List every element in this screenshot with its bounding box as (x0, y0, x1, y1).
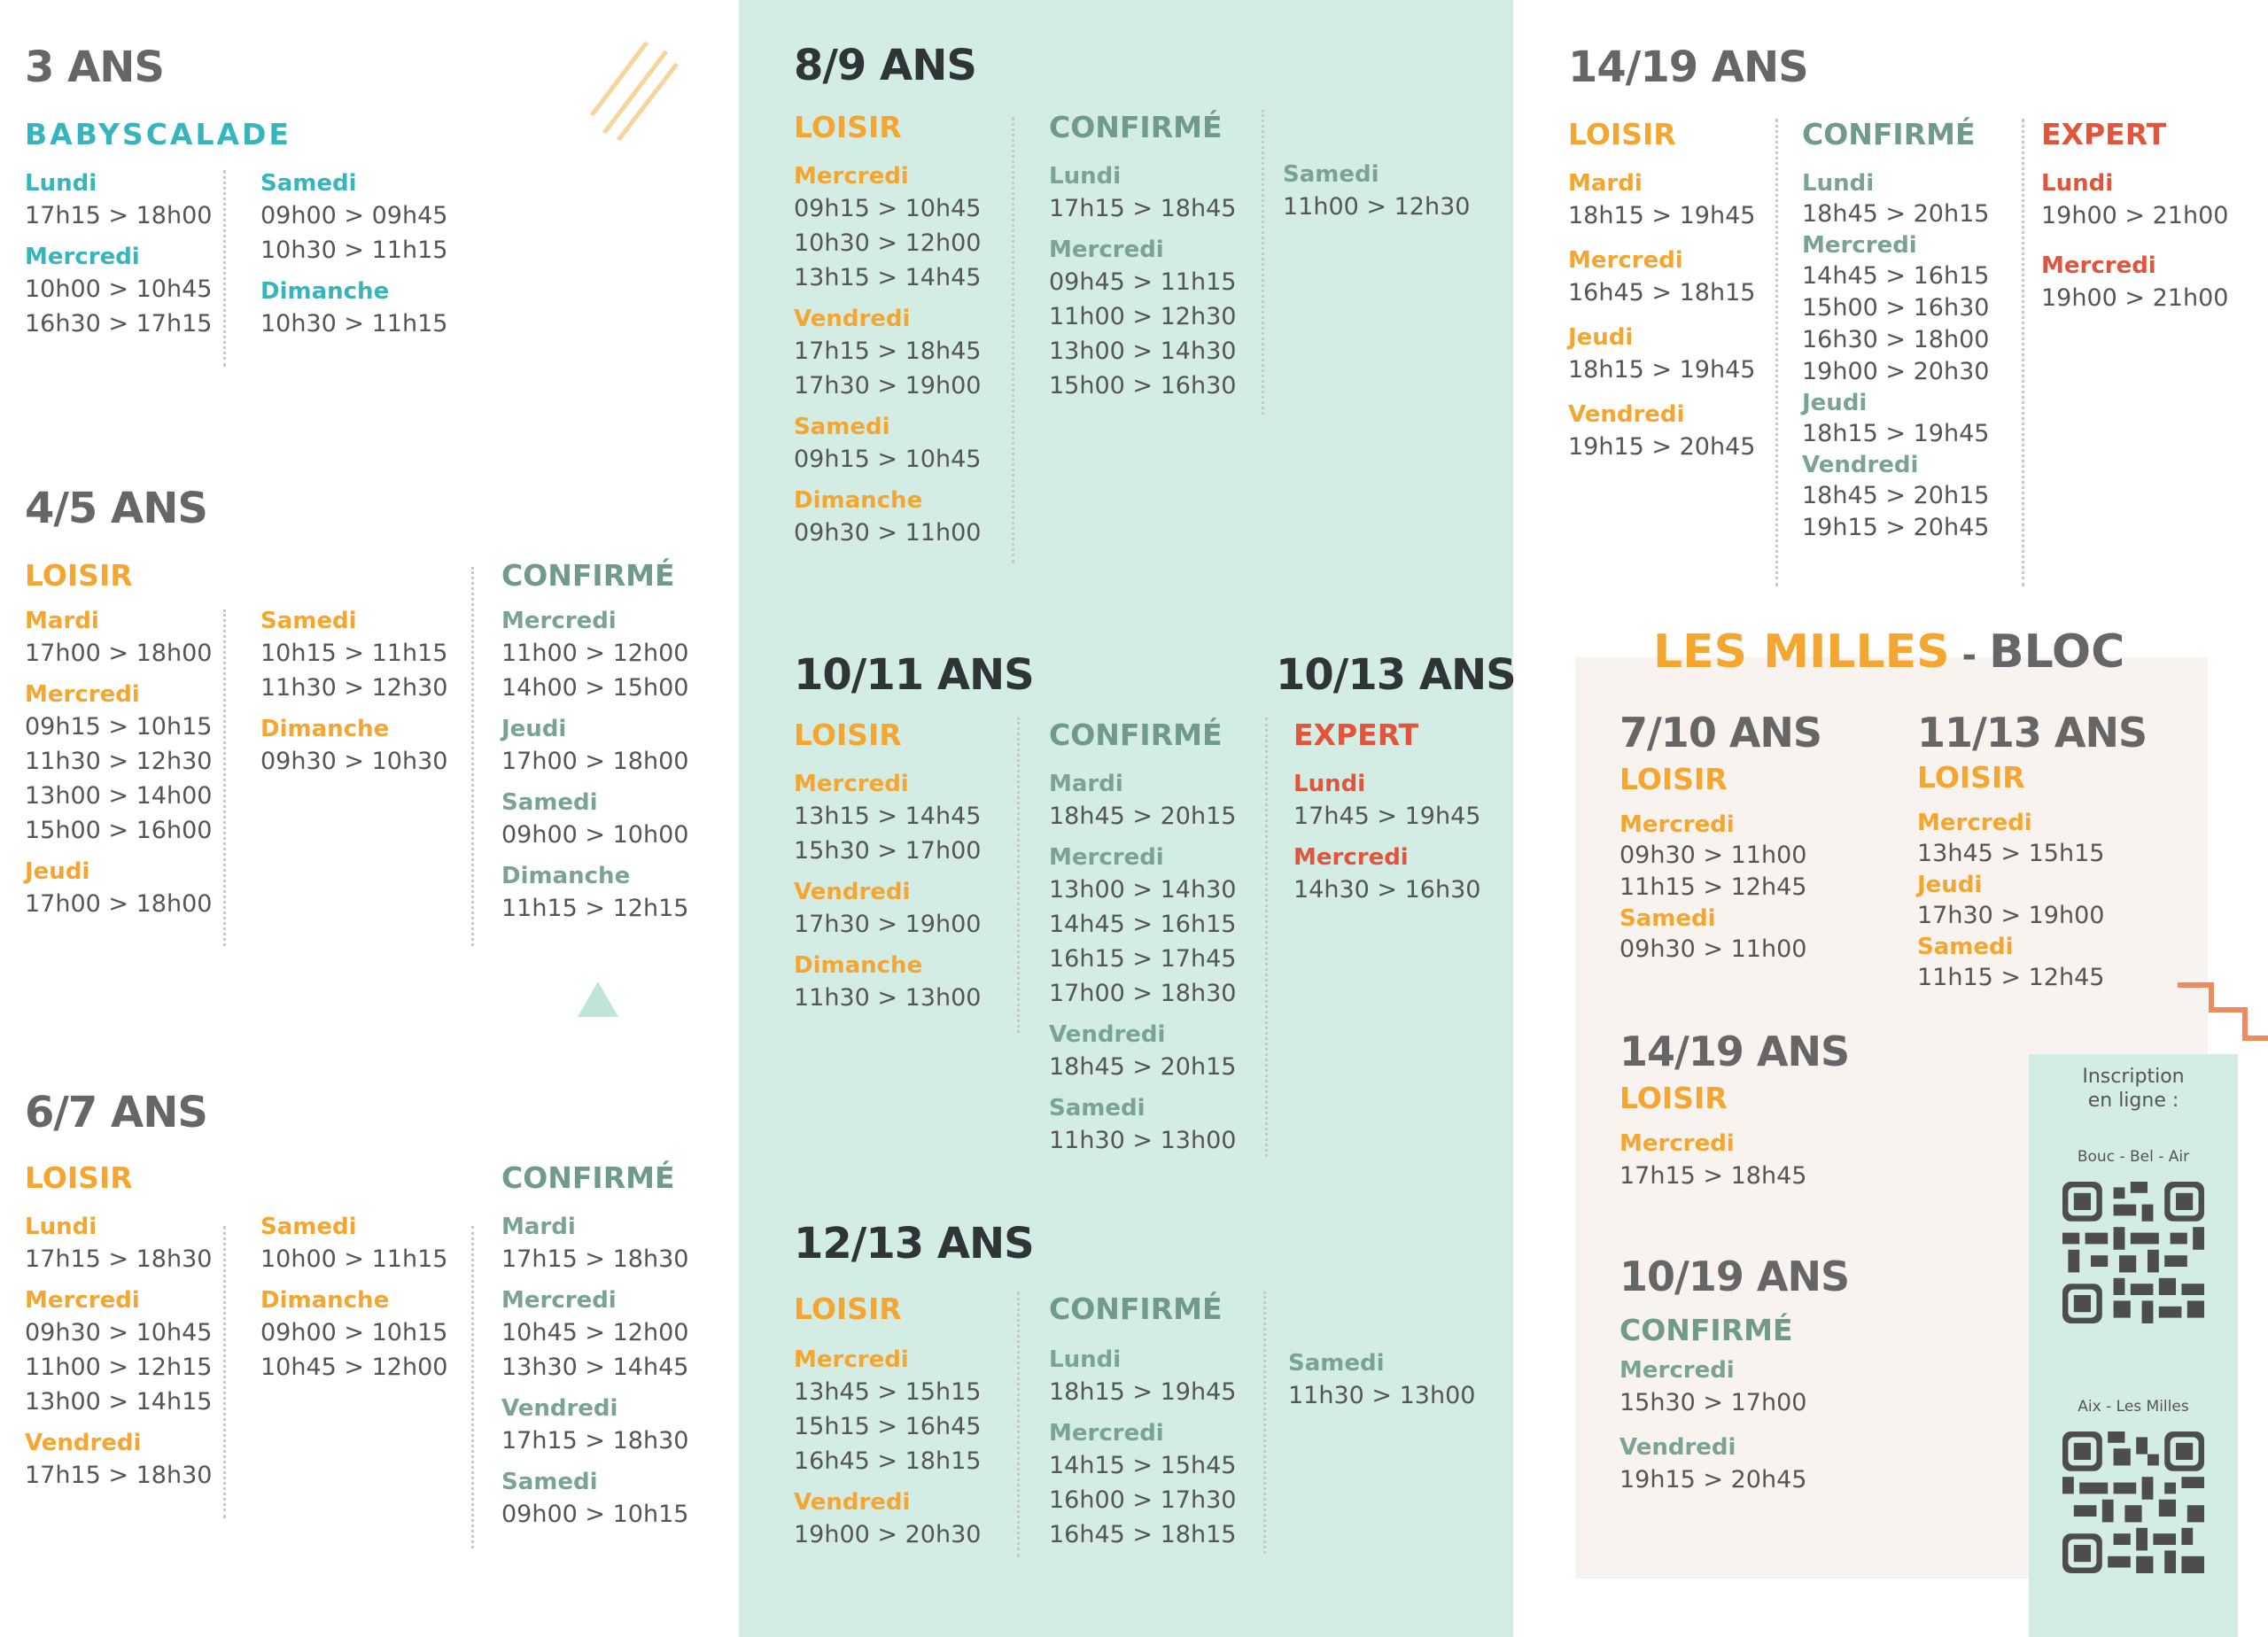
day-label: Mercredi (1568, 247, 1683, 274)
time-slot: 14h15 > 15h45 (1049, 1452, 1237, 1479)
time-slot: 09h45 > 11h15 (1049, 268, 1237, 296)
les-milles-bloc-title (1653, 625, 2124, 679)
age-title: 8/9 ANS (794, 41, 976, 90)
day-label: Jeudi (1568, 324, 1634, 351)
time-slot: 15h30 > 17h00 (1619, 1389, 1807, 1416)
day-label: Dimanche (260, 716, 390, 742)
time-slot: 18h15 > 19h45 (1802, 420, 1990, 447)
day-label: Samedi (794, 414, 890, 440)
day-label: Samedi (1917, 934, 2014, 960)
decorative-stripes-icon (585, 35, 682, 151)
day-label: Vendredi (1619, 1434, 1736, 1461)
category-loisir: LOISIR (1917, 760, 2025, 795)
day-label: Dimanche (501, 863, 631, 889)
schedule-column (1049, 769, 1236, 1158)
time-slot: 10h00 > 10h45 (25, 275, 213, 303)
schedule-column (794, 161, 981, 550)
age-title: 14/19 ANS (1619, 1028, 1850, 1075)
title-bloc: BLOC (1989, 625, 2125, 679)
time-slot: 11h00 > 12h00 (501, 640, 689, 667)
day-label: Mercredi (501, 1287, 617, 1314)
day-label: Lundi (2041, 170, 2114, 197)
time-slot: 09h30 > 11h00 (1619, 935, 1807, 963)
time-slot: 16h00 > 17h30 (1049, 1486, 1237, 1514)
schedule-column (1619, 1129, 1806, 1193)
category-loisir: LOISIR (794, 110, 902, 144)
dotted-divider (471, 567, 474, 946)
schedule-column (501, 1212, 688, 1532)
day-label: Lundi (1049, 163, 1122, 190)
time-slot: 18h15 > 19h45 (1049, 1378, 1237, 1406)
schedule-column (1802, 168, 1989, 544)
time-slot: 10h30 > 12h00 (794, 229, 982, 257)
category-loisir: LOISIR (25, 558, 133, 593)
age-title: 14/19 ANS (1568, 43, 1808, 92)
qr-label-bouc-bel-air: Bouc - Bel - Air (2077, 1148, 2190, 1166)
dotted-divider (1265, 718, 1268, 1157)
age-title: 4/5 ANS (25, 484, 207, 533)
time-slot: 09h15 > 10h45 (794, 195, 982, 222)
day-label: Dimanche (260, 1287, 390, 1314)
category-confirme: CONFIRMÉ (1619, 1313, 1793, 1347)
time-slot: 18h45 > 20h15 (1802, 200, 1990, 228)
day-label: Mardi (25, 608, 99, 634)
day-label: Lundi (25, 170, 97, 197)
category-babyscalade: BABYSCALADE (25, 117, 291, 151)
time-slot: 17h15 > 18h30 (25, 1462, 213, 1489)
day-label: Samedi (260, 1214, 357, 1240)
time-slot: 09h00 > 10h15 (260, 1319, 448, 1346)
age-title: 10/11 ANS (794, 650, 1034, 700)
day-label: Samedi (1283, 161, 1379, 188)
time-slot: 11h00 > 12h30 (1283, 193, 1471, 221)
time-slot: 16h30 > 18h00 (1802, 326, 1990, 353)
time-slot: 17h00 > 18h00 (501, 748, 689, 775)
day-label: Jeudi (501, 716, 567, 742)
dotted-divider (1017, 718, 1020, 1033)
time-slot: 09h00 > 09h45 (260, 202, 448, 229)
schedule-column (1293, 769, 1480, 907)
day-label: Mardi (1049, 771, 1123, 797)
day-label: Mercredi (25, 681, 140, 708)
dotted-divider (223, 1226, 226, 1518)
day-label: Mercredi (2041, 252, 2156, 279)
category-confirme: CONFIRMÉ (1049, 1292, 1223, 1326)
dotted-divider (1263, 1292, 1266, 1554)
category-confirme: CONFIRMÉ (1802, 117, 1976, 151)
time-slot: 15h30 > 17h00 (794, 837, 982, 865)
day-label: Jeudi (1917, 872, 1983, 898)
dotted-divider (1012, 117, 1014, 563)
time-slot: 17h00 > 18h00 (25, 640, 213, 667)
age-title: 11/13 ANS (1917, 709, 2148, 756)
dotted-divider (1262, 110, 1264, 415)
category-confirme: CONFIRMÉ (501, 558, 675, 593)
schedule-column (501, 606, 688, 926)
time-slot: 17h45 > 19h45 (1293, 803, 1481, 830)
time-slot: 11h15 > 12h15 (501, 895, 689, 922)
day-label: Dimanche (794, 952, 923, 979)
category-confirme: CONFIRMÉ (1049, 110, 1223, 144)
day-label: Samedi (501, 1469, 598, 1495)
schedule-column (25, 606, 212, 921)
time-slot: 16h45 > 18h15 (1049, 1521, 1237, 1548)
time-slot: 17h15 > 18h45 (1049, 195, 1237, 222)
schedule-column (260, 1212, 447, 1385)
day-label: Vendredi (1568, 401, 1685, 428)
category-confirme: CONFIRMÉ (501, 1160, 675, 1195)
age-title: 10/19 ANS (1619, 1253, 1850, 1300)
time-slot: 13h00 > 14h15 (25, 1388, 213, 1416)
day-label: Mardi (1568, 170, 1643, 197)
time-slot: 10h15 > 11h15 (260, 640, 448, 667)
category-loisir: LOISIR (794, 718, 902, 752)
time-slot: 19h00 > 21h00 (2041, 202, 2229, 229)
day-label: Mercredi (501, 608, 617, 634)
day-label: Mercredi (1619, 1130, 1735, 1157)
day-label: Mercredi (1619, 1357, 1735, 1384)
day-label: Lundi (25, 1214, 97, 1240)
age-title: 7/10 ANS (1619, 709, 1822, 756)
time-slot: 16h30 > 17h15 (25, 310, 213, 337)
day-label: Vendredi (25, 1430, 142, 1456)
category-loisir: LOISIR (1619, 762, 1728, 796)
time-slot: 18h15 > 19h45 (1568, 202, 1756, 229)
day-label: Mercredi (1802, 232, 1917, 259)
time-slot: 16h45 > 18h15 (794, 1447, 982, 1475)
time-slot: 17h15 > 18h30 (501, 1427, 689, 1455)
qr-title-line2: en ligne : (2087, 1090, 2179, 1112)
time-slot: 13h00 > 14h00 (25, 782, 213, 810)
schedule-column (794, 1345, 981, 1552)
time-slot: 19h00 > 20h30 (794, 1521, 982, 1548)
time-slot: 18h45 > 20h15 (1802, 482, 1990, 509)
schedule-column (1283, 159, 1470, 224)
time-slot: 13h00 > 14h30 (1049, 337, 1237, 365)
time-slot: 17h00 > 18h00 (25, 890, 213, 918)
dotted-divider (223, 170, 226, 367)
time-slot: 11h30 > 13h00 (794, 984, 982, 1012)
time-slot: 13h15 > 14h45 (794, 803, 982, 830)
category-loisir: LOISIR (25, 1160, 133, 1195)
day-label: Jeudi (1802, 390, 1868, 416)
time-slot: 11h30 > 12h30 (260, 674, 448, 702)
time-slot: 11h00 > 12h30 (1049, 303, 1237, 330)
day-label: Mercredi (1049, 1420, 1164, 1447)
schedule-column (794, 769, 981, 1015)
time-slot: 19h15 > 20h45 (1802, 514, 1990, 541)
time-slot: 17h30 > 19h00 (1917, 902, 2105, 929)
time-slot: 13h00 > 14h30 (1049, 876, 1237, 904)
decorative-triangle-icon (576, 980, 620, 1019)
time-slot: 19h00 > 21h00 (2041, 284, 2229, 312)
dotted-divider (2022, 119, 2024, 586)
dotted-divider (223, 609, 226, 946)
time-slot: 10h30 > 11h15 (260, 310, 448, 337)
time-slot: 10h45 > 12h00 (501, 1319, 689, 1346)
time-slot: 14h30 > 16h30 (1293, 876, 1481, 904)
time-slot: 13h45 > 15h15 (794, 1378, 982, 1406)
category-loisir: LOISIR (794, 1292, 902, 1326)
qr-code-aix-les-milles-icon[interactable] (2062, 1431, 2204, 1573)
time-slot: 11h30 > 13h00 (1288, 1382, 1476, 1409)
time-slot: 18h45 > 20h15 (1049, 1053, 1237, 1081)
day-label: Samedi (260, 608, 357, 634)
time-slot: 15h00 > 16h30 (1802, 294, 1990, 322)
day-label: Mercredi (1049, 844, 1164, 871)
time-slot: 09h15 > 10h15 (25, 713, 213, 741)
time-slot: 15h00 > 16h30 (1049, 372, 1237, 400)
age-title: 10/13 ANS (1276, 650, 1516, 700)
schedule-column (1619, 1355, 1806, 1497)
time-slot: 11h15 > 12h45 (1619, 873, 1807, 901)
time-slot: 13h15 > 14h45 (794, 264, 982, 291)
day-label: Vendredi (794, 1489, 911, 1516)
schedule-column (25, 168, 212, 341)
time-slot: 19h15 > 20h45 (1619, 1466, 1807, 1493)
time-slot: 11h30 > 12h30 (25, 748, 213, 775)
dotted-divider (471, 1226, 474, 1548)
time-slot: 15h15 > 16h45 (794, 1413, 982, 1440)
qr-label-aix-les-milles: Aix - Les Milles (2078, 1398, 2189, 1416)
day-label: Samedi (501, 789, 598, 816)
time-slot: 14h45 > 16h15 (1802, 262, 1990, 290)
day-label: Jeudi (25, 858, 90, 885)
time-slot: 19h15 > 20h45 (1568, 433, 1756, 461)
day-label: Vendredi (794, 306, 911, 332)
qr-code-bouc-bel-air-icon[interactable] (2062, 1182, 2204, 1323)
time-slot: 09h30 > 10h30 (260, 748, 448, 775)
category-confirme: CONFIRMÉ (1049, 718, 1223, 752)
day-label: Vendredi (501, 1395, 618, 1422)
time-slot: 09h30 > 11h00 (794, 519, 982, 547)
qr-title (2029, 1065, 2238, 1113)
day-label: Mercredi (794, 1346, 909, 1373)
age-title: 6/7 ANS (25, 1088, 207, 1137)
schedule-column (1288, 1348, 1475, 1413)
schedule-column (25, 1212, 212, 1493)
time-slot: 18h15 > 19h45 (1568, 356, 1756, 384)
time-slot: 11h15 > 12h45 (1917, 964, 2105, 991)
time-slot: 16h45 > 18h15 (1568, 279, 1756, 306)
time-slot: 17h15 > 18h00 (25, 202, 213, 229)
day-label: Lundi (1293, 771, 1366, 797)
time-slot: 09h00 > 10h15 (501, 1501, 689, 1528)
time-slot: 10h30 > 11h15 (260, 237, 448, 264)
day-label: Mardi (501, 1214, 576, 1240)
time-slot: 19h00 > 20h30 (1802, 358, 1990, 385)
time-slot: 17h15 > 18h45 (1619, 1162, 1807, 1190)
time-slot: 10h00 > 11h15 (260, 1245, 448, 1273)
time-slot: 11h30 > 13h00 (1049, 1127, 1237, 1154)
title-les-milles: LES MILLES (1653, 625, 1950, 679)
day-label: Mercredi (1619, 811, 1735, 838)
day-label: Samedi (1049, 1095, 1146, 1121)
time-slot: 17h15 > 18h30 (25, 1245, 213, 1273)
time-slot: 17h15 > 18h30 (501, 1245, 689, 1273)
day-label: Lundi (1802, 170, 1875, 197)
day-label: Vendredi (794, 879, 911, 905)
day-label: Samedi (1619, 905, 1716, 932)
day-label: Lundi (1049, 1346, 1122, 1373)
time-slot: 14h00 > 15h00 (501, 674, 689, 702)
time-slot: 13h30 > 14h45 (501, 1354, 689, 1381)
time-slot: 09h30 > 11h00 (1619, 842, 1807, 869)
qr-title-line1: Inscription (2082, 1066, 2185, 1088)
time-slot: 17h15 > 18h45 (794, 337, 982, 365)
category-expert: EXPERT (1293, 718, 1419, 752)
dotted-divider (1775, 119, 1778, 586)
schedule-column (1568, 168, 1755, 464)
day-label: Mercredi (1049, 237, 1164, 263)
time-slot: 16h15 > 17h45 (1049, 945, 1237, 973)
time-slot: 14h45 > 16h15 (1049, 911, 1237, 938)
day-label: Vendredi (1049, 1021, 1166, 1048)
day-label: Dimanche (794, 487, 923, 514)
schedule-column (1619, 810, 1806, 966)
day-label: Mercredi (25, 244, 140, 270)
schedule-column (2041, 168, 2228, 315)
schedule-column (1049, 161, 1236, 403)
time-slot: 09h00 > 10h00 (501, 821, 689, 849)
day-label: Mercredi (794, 771, 909, 797)
time-slot: 09h15 > 10h45 (794, 446, 982, 473)
day-label: Mercredi (794, 163, 909, 190)
day-label: Mercredi (1293, 844, 1409, 871)
time-slot: 11h00 > 12h15 (25, 1354, 213, 1381)
time-slot: 13h45 > 15h15 (1917, 840, 2105, 867)
dotted-divider (1017, 1292, 1020, 1557)
time-slot: 17h30 > 19h00 (794, 911, 982, 938)
decorative-steps-icon (2176, 980, 2268, 1043)
day-label: Dimanche (260, 278, 390, 305)
time-slot: 10h45 > 12h00 (260, 1354, 448, 1381)
schedule-column (260, 606, 447, 779)
category-loisir: LOISIR (1568, 117, 1676, 151)
age-title: 12/13 ANS (794, 1219, 1034, 1268)
time-slot: 15h00 > 16h00 (25, 817, 213, 844)
schedule-column (1049, 1345, 1236, 1552)
age-title: 3 ANS (25, 43, 164, 92)
time-slot: 17h00 > 18h30 (1049, 980, 1237, 1007)
day-label: Vendredi (1802, 452, 1919, 478)
time-slot: 17h30 > 19h00 (794, 372, 982, 400)
schedule-column (1917, 808, 2104, 994)
time-slot: 18h45 > 20h15 (1049, 803, 1237, 830)
category-expert: EXPERT (2041, 117, 2167, 151)
time-slot: 09h30 > 10h45 (25, 1319, 213, 1346)
day-label: Samedi (1288, 1350, 1385, 1377)
day-label: Samedi (260, 170, 357, 197)
schedule-column (260, 168, 447, 341)
day-label: Mercredi (25, 1287, 140, 1314)
day-label: Mercredi (1917, 810, 2032, 836)
title-separator: - (1949, 635, 1989, 676)
category-loisir: LOISIR (1619, 1081, 1728, 1115)
